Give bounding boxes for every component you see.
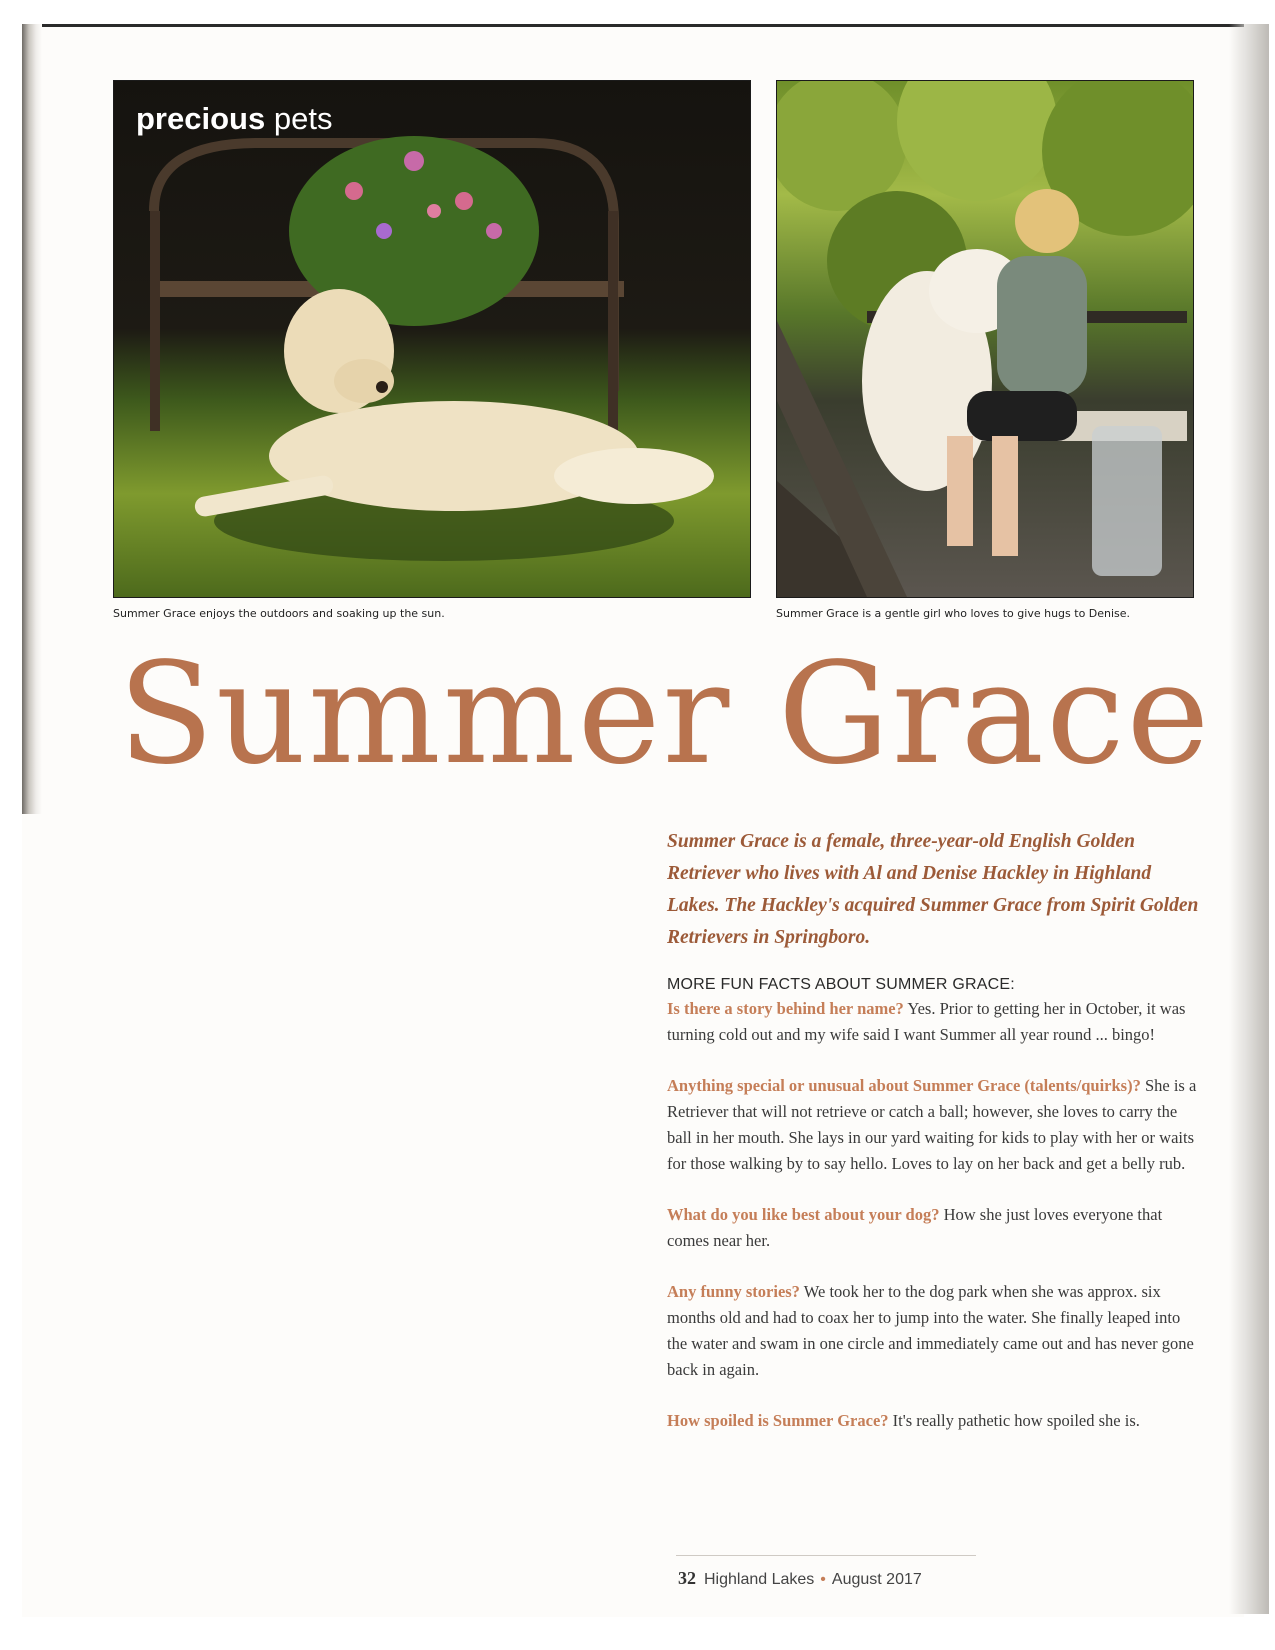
- qa-answer: Yes. Prior to getting her in October, it was turning cold out and my wife said I want Summer all year round ... bingo!: [667, 999, 1186, 1044]
- section-label: [136, 101, 332, 137]
- qa-question: Anything special or unusual about Summer Grace (talents/quirks)?: [667, 1076, 1141, 1095]
- facts-heading: MORE FUN FACTS ABOUT SUMMER GRACE:: [667, 976, 1015, 993]
- section-label-regular: pets: [273, 101, 333, 136]
- page-number: 32: [678, 1568, 696, 1588]
- qa-answer: It's really pathetic how spoiled she is.: [888, 1411, 1140, 1430]
- qa-question: Any funny stories?: [667, 1282, 800, 1301]
- qa-answer: How she just loves everyone that comes near her.: [667, 1205, 1163, 1250]
- article-body: [667, 826, 1202, 1459]
- page-edge-shadow: [1229, 24, 1269, 1614]
- qa-item: [667, 996, 1202, 1048]
- qa-answer: She is a Retriever that will not retrieve or catch a ball; however, she loves to carry the ball in her mouth. She lays in our yard waiting for kids to play with her or waits for those walking by to say hello. Loves to lay on her back and get a belly rub.: [667, 1076, 1197, 1173]
- qa-item: [667, 1279, 1202, 1383]
- woman-hugging-dog-illustration: [777, 81, 1193, 597]
- qa-question: What do you like best about your dog?: [667, 1205, 940, 1224]
- qa-question: Is there a story behind her name?: [667, 999, 904, 1018]
- qa-item: [667, 1202, 1202, 1254]
- issue-date: August 2017: [831, 1571, 922, 1588]
- article-title: Summer Grace: [118, 633, 1212, 796]
- footer-divider: [676, 1555, 976, 1556]
- qa-question: How spoiled is Summer Grace?: [667, 1411, 889, 1430]
- qa-item: [667, 1408, 1202, 1434]
- publication-name: Highland Lakes: [704, 1571, 815, 1588]
- photo-dog-in-grass: [113, 80, 751, 598]
- photo-woman-hugging-dog: [776, 80, 1194, 598]
- qa-item: [667, 1073, 1202, 1177]
- caption-right-photo: Summer Grace is a gentle girl who loves to give hugs to Denise.: [776, 607, 1131, 620]
- dog-in-grass-illustration: [114, 81, 750, 597]
- page-spine-shadow: [22, 24, 42, 814]
- article-intro: Summer Grace is a female, three-year-old English Golden Retriever who lives with Al and Denise Hackley in Highland Lakes. The Hackley's acquired Summer Grace from Spirit Golden Retrievers in Springboro.: [667, 831, 1199, 948]
- caption-left-photo: Summer Grace enjoys the outdoors and soaking up the sun.: [113, 607, 445, 620]
- qa-answer: We took her to the dog park when she was approx. six months old and had to coax her to jump into the water. She finally leaped into the water and swam in one circle and immediately came out and has never gone back in again.: [667, 1282, 1194, 1379]
- page-footer: [678, 1568, 922, 1589]
- footer-bullet-icon: •: [820, 1571, 826, 1588]
- section-label-bold: precious: [136, 101, 266, 136]
